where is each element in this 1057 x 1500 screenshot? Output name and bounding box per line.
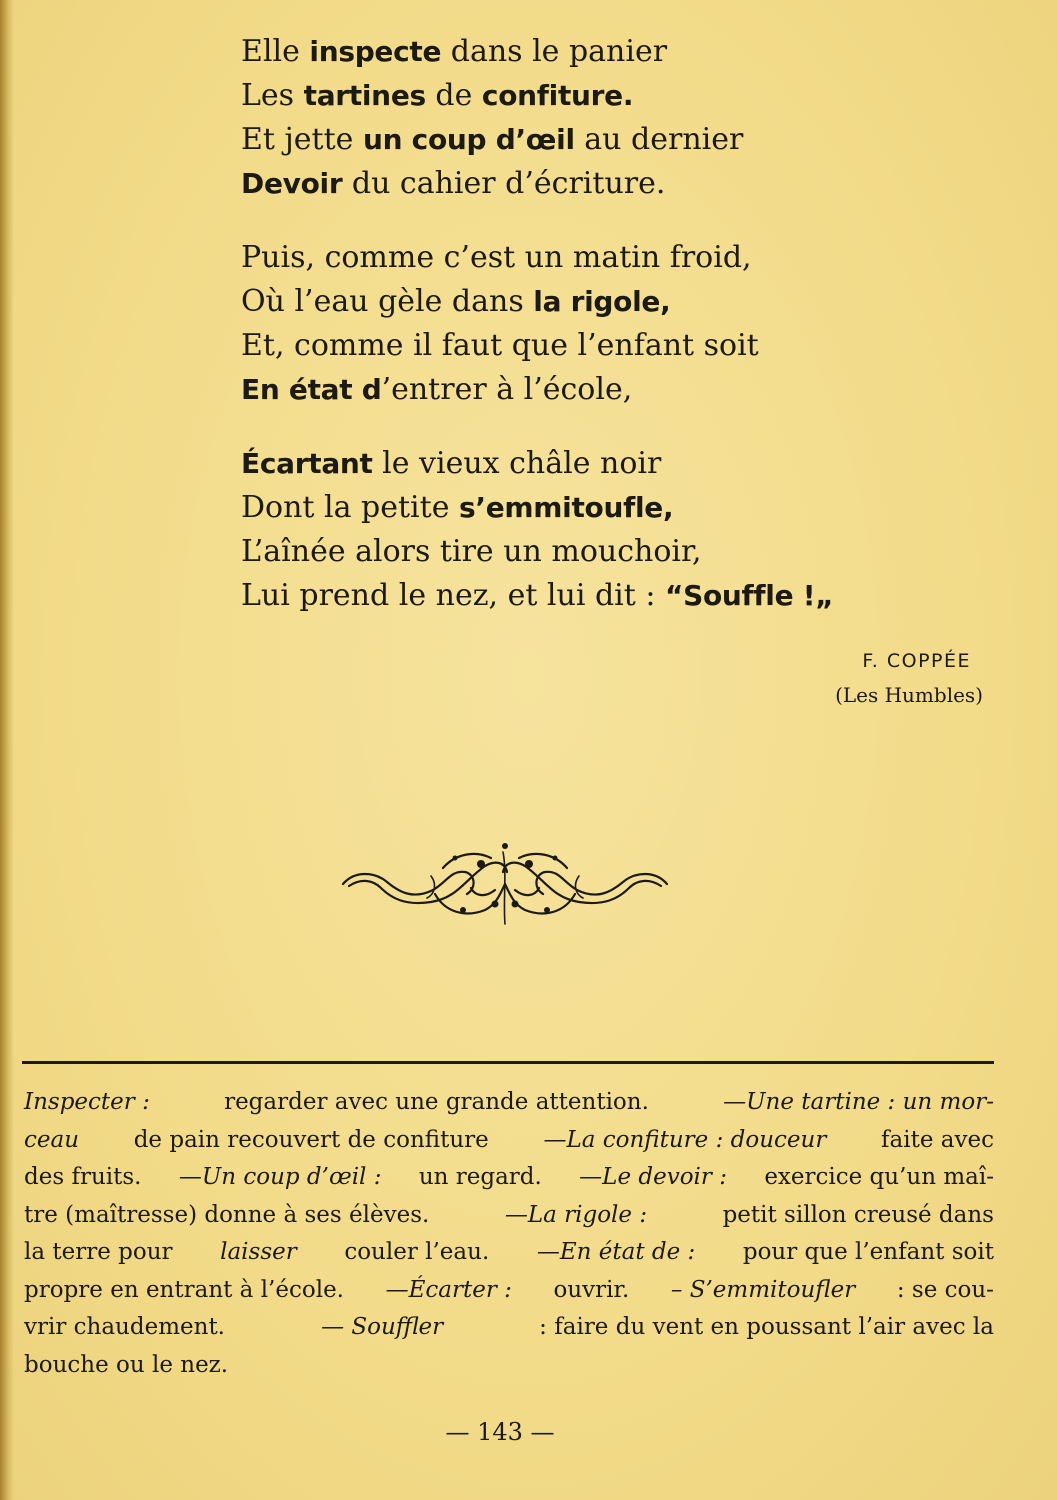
poem-text: au dernier <box>574 122 744 157</box>
poem-line <box>241 118 1001 162</box>
glossary-line <box>24 1309 994 1347</box>
poem-text: Les <box>241 78 304 113</box>
footnote-divider <box>22 1061 994 1064</box>
glossary-text: des fruits. <box>24 1164 142 1190</box>
poem-text: ’entrer à l’école, <box>381 372 633 407</box>
glossary-line <box>24 1234 994 1272</box>
poem-line <box>241 236 1001 280</box>
stanza <box>241 236 1001 412</box>
vocab-word: s’emmitoufle, <box>459 491 674 524</box>
page-binding-edge <box>0 0 14 1500</box>
glossary-text: la terre pour <box>24 1239 173 1265</box>
glossary-line <box>24 1159 994 1197</box>
glossary-text: couler l’eau. <box>344 1239 490 1265</box>
poem-text: Et, comme il faut que l’enfant soit <box>241 328 759 363</box>
poem-line <box>241 530 1001 574</box>
glossary-term: —La rigole : <box>504 1201 648 1228</box>
poem-line <box>241 486 1001 530</box>
glossary-text: un regard. <box>418 1164 542 1190</box>
poem-text: Où l’eau gèle dans <box>241 284 534 319</box>
glossary-term: —Écarter : <box>385 1276 512 1303</box>
glossary-text: tre (maîtresse) donne à ses élèves. <box>24 1201 430 1228</box>
glossary-text: : faire du vent en poussant l’air avec la <box>539 1314 994 1340</box>
vocab-word: “Souffle !„ <box>665 579 834 612</box>
glossary-text: petit sillon creusé dans <box>722 1201 994 1228</box>
poem-text: L’aînée alors tire un mouchoir, <box>241 534 702 569</box>
glossary-term: —Une tartine : un mor- <box>723 1089 994 1115</box>
poem-text: de <box>425 78 482 113</box>
poem-text: Lui prend le nez, et lui dit : <box>241 578 665 613</box>
glossary-line <box>24 1272 994 1310</box>
glossary <box>24 1084 994 1384</box>
vocab-word: inspecte <box>309 35 442 68</box>
poem-text: Et jette <box>241 122 363 157</box>
poem <box>241 30 1001 648</box>
stanza <box>241 442 1001 618</box>
glossary-text: pour que l’enfant soit <box>742 1239 994 1265</box>
glossary-term: ceau <box>24 1126 80 1153</box>
glossary-text: exercice qu’un maî- <box>764 1164 994 1190</box>
poem-text: Dont la petite <box>241 490 459 525</box>
glossary-term: —Le devoir : <box>579 1164 727 1190</box>
vocab-word: tartines <box>303 79 426 112</box>
poem-line <box>241 324 1001 368</box>
glossary-text: bouche ou le nez. <box>24 1351 229 1378</box>
glossary-term: —La confiture : douceur <box>543 1126 827 1153</box>
poem-source: (Les Humbles) <box>835 683 983 707</box>
glossary-term: – S’emmitoufler <box>670 1276 856 1303</box>
vocab-word: confiture. <box>481 79 634 112</box>
glossary-text: propre en entrant à l’école. <box>24 1276 344 1303</box>
glossary-line <box>24 1197 994 1235</box>
poem-text: dans le panier <box>441 34 668 69</box>
poem-text: le vieux châle noir <box>372 446 662 481</box>
vocab-word: la rigole, <box>533 285 671 318</box>
scroll-ornament-icon <box>335 832 675 932</box>
stanza <box>241 30 1001 206</box>
glossary-term: laisser <box>220 1239 297 1265</box>
poem-author: F. COPPÉE <box>862 650 971 672</box>
poem-line <box>241 280 1001 324</box>
glossary-text: regarder avec une grande attention. <box>224 1089 649 1115</box>
vocab-word: Devoir <box>241 167 343 200</box>
vocab-word: En état d <box>241 373 382 406</box>
vocab-word: un coup d’œil <box>362 123 575 156</box>
poem-line <box>241 574 1001 618</box>
poem-text: Puis, comme c’est un matin froid, <box>241 240 752 275</box>
glossary-term: —En état de : <box>536 1239 696 1265</box>
poem-line <box>241 442 1001 486</box>
poem-line <box>241 162 1001 206</box>
glossary-text: faite avec <box>881 1126 994 1153</box>
glossary-term: —Un coup d’œil : <box>178 1164 382 1190</box>
glossary-term: — Souffler <box>321 1314 444 1340</box>
poem-line <box>241 74 1001 118</box>
poem-line <box>241 30 1001 74</box>
glossary-text: : se cou- <box>896 1276 994 1303</box>
poem-text: du cahier d’écriture. <box>342 166 666 201</box>
glossary-text: vrir chaudement. <box>24 1314 225 1340</box>
glossary-line <box>24 1122 994 1160</box>
glossary-line <box>24 1084 994 1122</box>
glossary-line <box>24 1347 994 1385</box>
page-number: — 143 — <box>445 1418 555 1446</box>
glossary-term: Inspecter : <box>24 1089 150 1115</box>
vocab-word: Écartant <box>241 447 373 480</box>
glossary-text: ouvrir. <box>553 1276 630 1303</box>
poem-text: Elle <box>241 34 310 69</box>
glossary-text: de pain recouvert de confiture <box>133 1126 489 1153</box>
poem-line <box>241 368 1001 412</box>
